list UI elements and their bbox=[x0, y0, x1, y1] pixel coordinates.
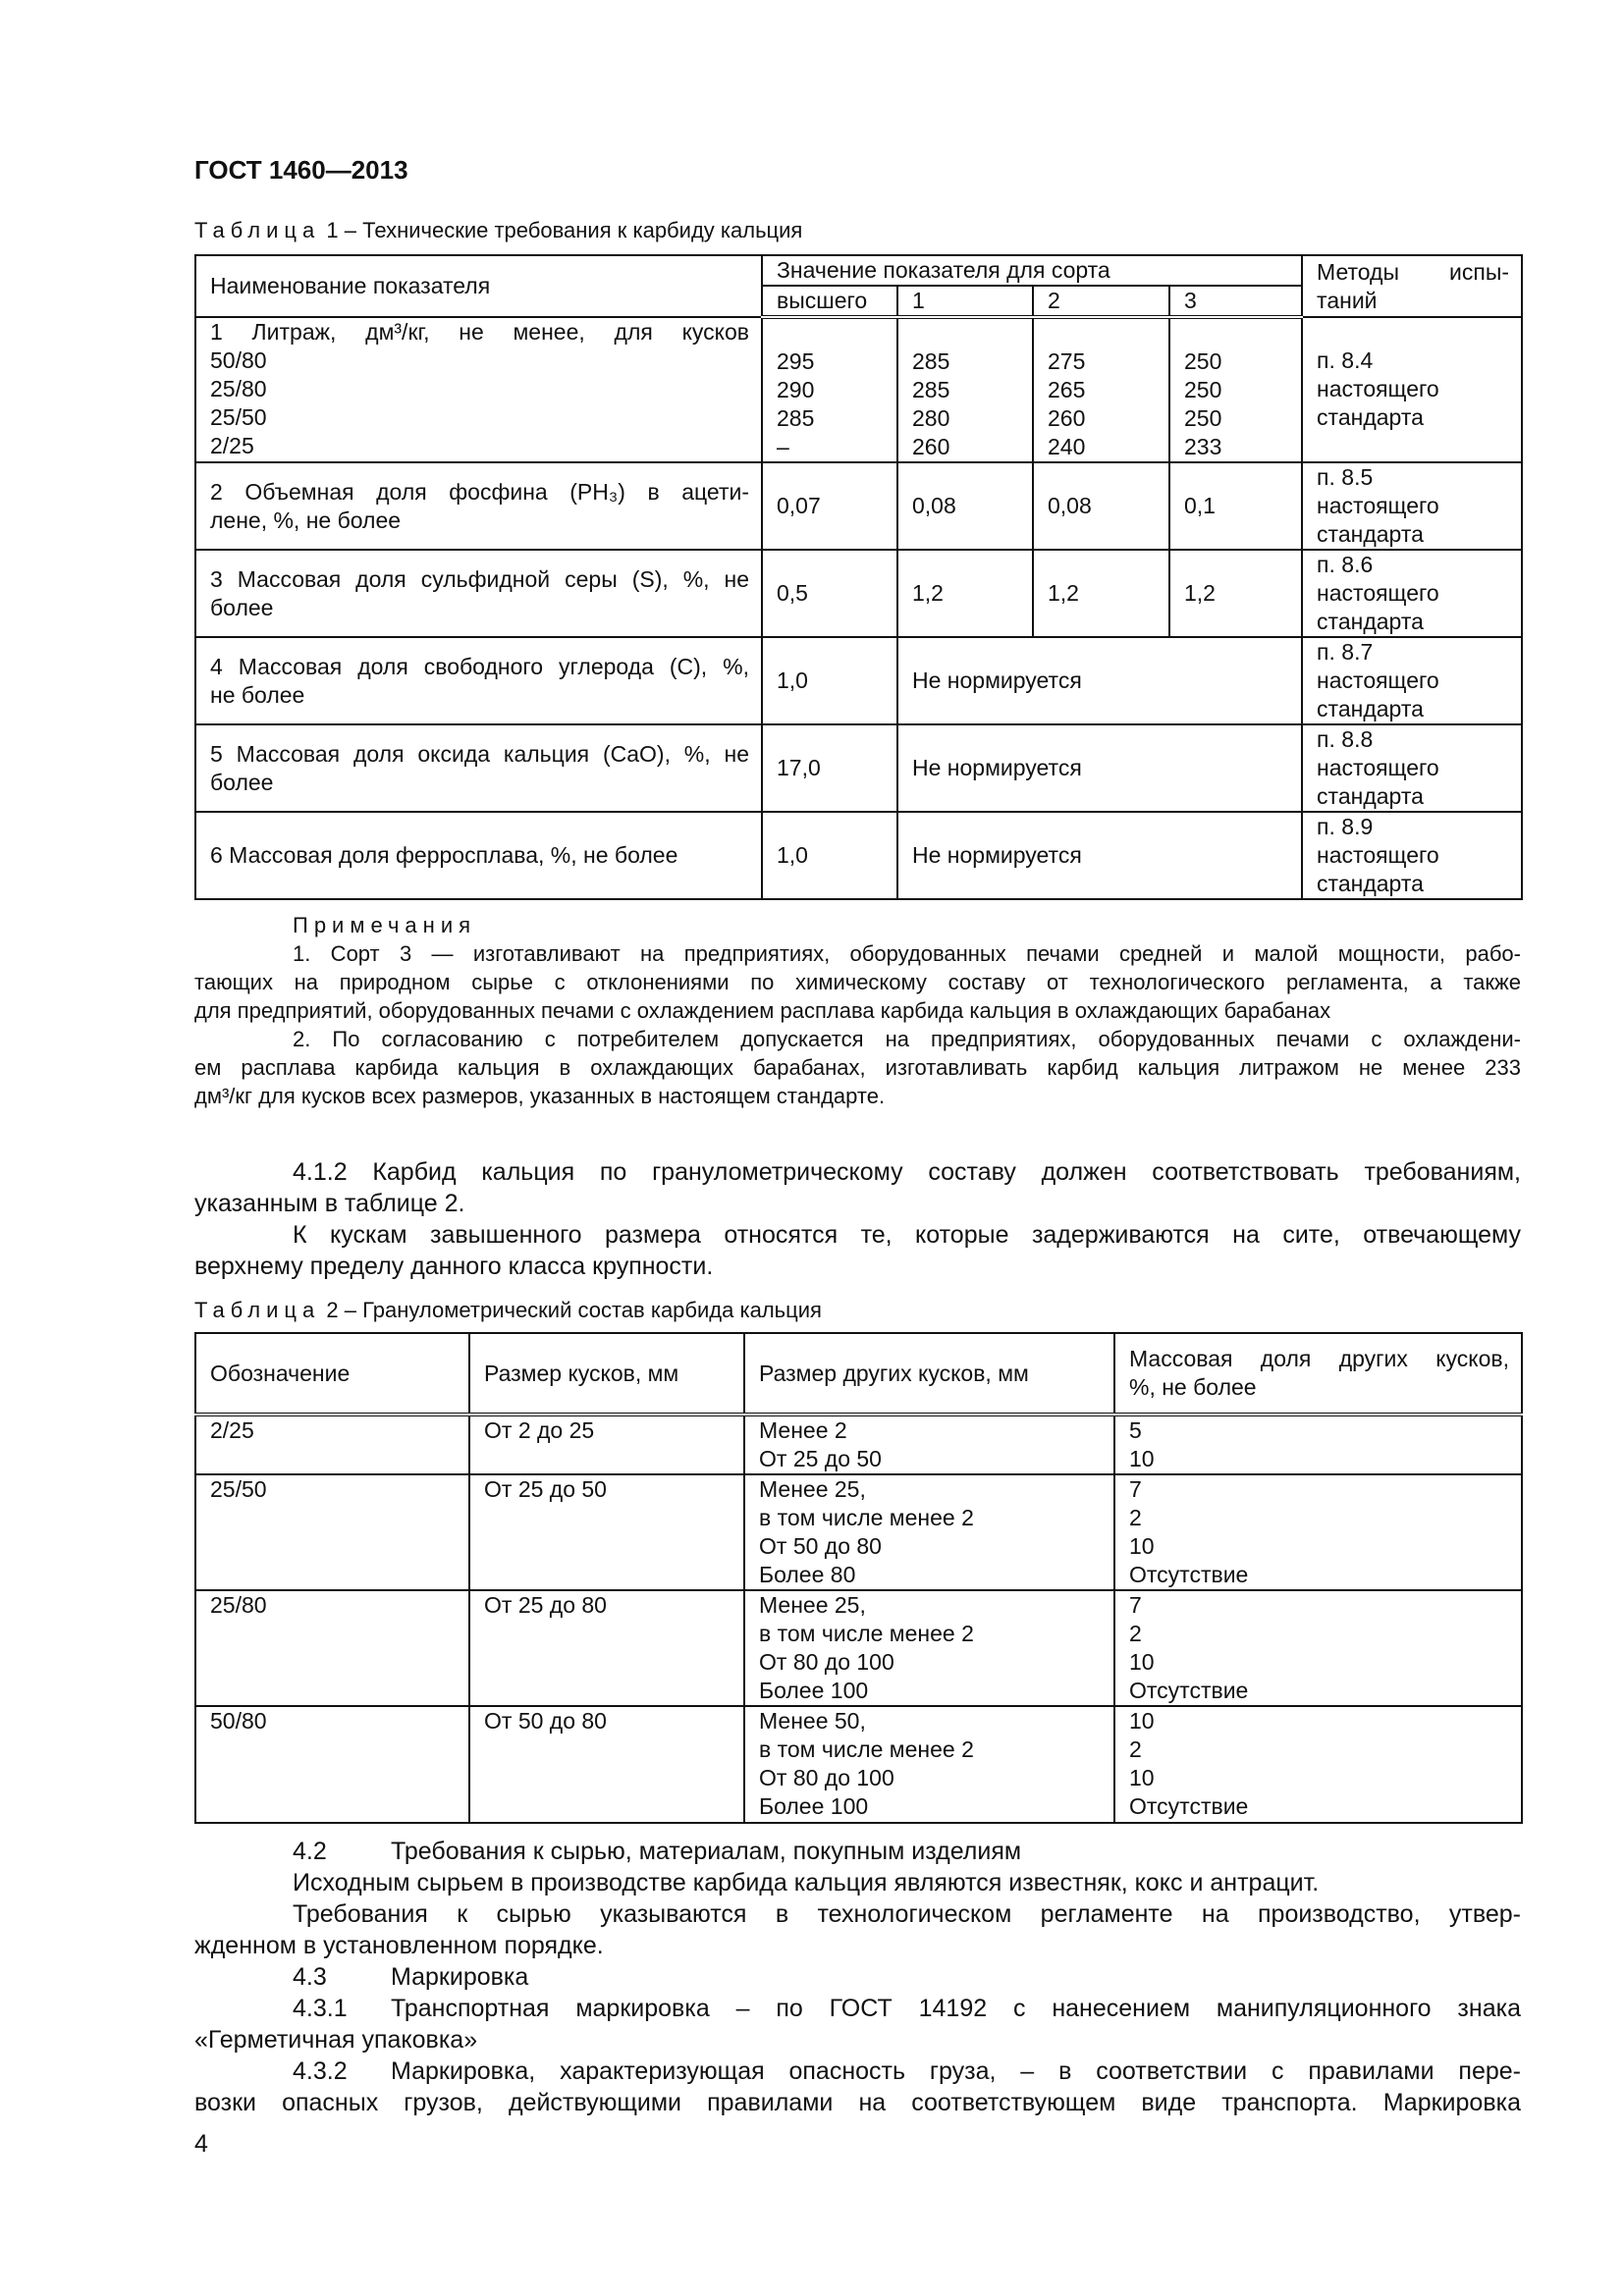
grade-value: 1,2 bbox=[912, 580, 944, 606]
method-line: настоящего bbox=[1317, 493, 1439, 518]
size-cell bbox=[469, 1415, 744, 1474]
table-row bbox=[195, 724, 1522, 812]
value-line: 295 bbox=[777, 348, 815, 374]
text-line: 7 bbox=[1129, 1476, 1142, 1502]
value-line: 280 bbox=[912, 405, 950, 431]
value-line: 260 bbox=[912, 434, 950, 459]
text-line: К кускам завышенного размера относятся те, которые задерживаются на сите, отвечающему bbox=[293, 1221, 1521, 1249]
text-line: От 25 до 80 bbox=[484, 1592, 607, 1618]
designation-cell bbox=[195, 1474, 469, 1590]
grade-value-cell bbox=[762, 637, 897, 724]
paragraph bbox=[194, 1898, 1521, 1961]
grade-value-cell bbox=[897, 317, 1033, 462]
header-grade-cell bbox=[897, 286, 1033, 317]
test-method-cell bbox=[1302, 724, 1522, 812]
body-text-4-2 bbox=[194, 1836, 1521, 2118]
text-line: лене, %, не более bbox=[210, 507, 402, 533]
method-line: стандарта bbox=[1317, 521, 1424, 547]
text-line: 1. Сорт 3 — изготавливают на предприятиях, оборудованных печами средней и малой мощности, рабо- bbox=[293, 941, 1521, 966]
grade-value-cell bbox=[1169, 462, 1302, 550]
table1-caption-number: 1 bbox=[326, 218, 339, 242]
notes-title: Примечания bbox=[293, 913, 477, 937]
table2-caption-label: Таблица bbox=[194, 1298, 321, 1322]
text-line: 2. По согласованию с потребителем допускается на предприятиях, оборудованных печами с охлаждени- bbox=[293, 1027, 1521, 1051]
method-line: настоящего bbox=[1317, 667, 1439, 693]
grade-value-cell bbox=[1033, 317, 1169, 462]
text-line: Размер кусков, мм bbox=[484, 1360, 679, 1386]
text-line: ем расплава карбида кальция в охлаждающих барабанах, изготавливать карбид кальция литражом не менее 233 bbox=[194, 1055, 1521, 1080]
grade-value: 1,0 bbox=[777, 667, 808, 693]
paragraph bbox=[194, 1219, 1521, 1282]
text-line: Отсутствие bbox=[1129, 1562, 1249, 1587]
section-number: 4.3.2 bbox=[293, 2057, 348, 2085]
text-line: 2 bbox=[1129, 1736, 1142, 1762]
text-line: в том числе менее 2 bbox=[759, 1736, 974, 1762]
other-size-cell bbox=[744, 1474, 1114, 1590]
text-line: Более 100 bbox=[759, 1793, 869, 1819]
method-line: п. 8.5 bbox=[1317, 464, 1374, 490]
granulometric-table bbox=[194, 1332, 1523, 1824]
section-text: Требования к сырью указываются в технологическом регламенте на производство, утвер- bbox=[293, 1900, 1521, 1928]
grade-value-cell bbox=[1169, 317, 1302, 462]
paragraph bbox=[194, 1993, 1521, 2056]
table1-caption-text: – Технические требования к карбиду кальция bbox=[344, 218, 803, 242]
document-title: ГОСТ 1460—2013 bbox=[194, 155, 408, 185]
method-line: стандарта bbox=[1317, 783, 1424, 809]
paragraph bbox=[194, 1867, 1521, 1898]
grade-value-cell bbox=[762, 724, 897, 812]
text-line: более bbox=[210, 594, 274, 620]
text-line: указанным в таблице 2. bbox=[194, 1190, 465, 1217]
header-grade: 3 bbox=[1184, 288, 1197, 313]
not-normalized-cell bbox=[897, 637, 1302, 724]
grade-value-cell bbox=[762, 550, 897, 637]
grade-value: 1,2 bbox=[1048, 580, 1079, 606]
table1-caption bbox=[194, 218, 1521, 243]
section-number: 4.3 bbox=[293, 1963, 327, 1991]
value-line: 275 bbox=[1048, 348, 1086, 374]
header-group-cell bbox=[762, 255, 1302, 286]
text-line: 10 bbox=[1129, 1446, 1155, 1471]
header-grade: высшего bbox=[777, 288, 868, 313]
table-row bbox=[195, 1590, 1522, 1706]
indicator-name-cell bbox=[195, 812, 762, 899]
text-line: От 80 до 100 bbox=[759, 1649, 894, 1675]
section-number: 4.3.1 bbox=[293, 1995, 348, 2022]
header-group: Значение показателя для сорта bbox=[777, 257, 1110, 283]
test-method-cell bbox=[1302, 462, 1522, 550]
table2-caption bbox=[194, 1298, 1521, 1323]
value-line: 290 bbox=[777, 377, 815, 402]
indicator-name-cell bbox=[195, 462, 762, 550]
spacer bbox=[194, 1139, 1521, 1156]
value-line bbox=[912, 319, 1020, 347]
technical-requirements-table bbox=[194, 254, 1523, 900]
designation-cell bbox=[195, 1706, 469, 1823]
grade-value: 1,2 bbox=[1184, 580, 1216, 606]
page-number: 4 bbox=[194, 2130, 208, 2158]
header-methods-cell bbox=[1302, 255, 1522, 317]
section-text: Требования к сырью, материалам, покупным изделиям bbox=[391, 1838, 1022, 1865]
text-line: 2/25 bbox=[210, 433, 254, 458]
text-line: 6 Массовая доля ферросплава, %, не более bbox=[210, 842, 678, 868]
text-line: 5 Массовая доля оксида кальция (CaO), %, не bbox=[210, 740, 749, 767]
paragraph bbox=[194, 1836, 1521, 1867]
value-line bbox=[1184, 319, 1289, 347]
designation-cell bbox=[195, 1415, 469, 1474]
method-line: стандарта bbox=[1317, 696, 1424, 721]
header-grade: 1 bbox=[912, 288, 925, 313]
text-line: Методы испы- bbox=[1317, 258, 1510, 285]
grade-value-cell bbox=[897, 550, 1033, 637]
test-method-cell bbox=[1302, 812, 1522, 899]
table-row bbox=[195, 1474, 1522, 1590]
text-line: Более 100 bbox=[759, 1678, 869, 1703]
section-text: Маркировка, характеризующая опасность груза, – в соответствии с правилами пере- bbox=[391, 2057, 1521, 2085]
text-line: более bbox=[210, 769, 274, 795]
text-line: От 25 до 50 bbox=[484, 1476, 607, 1502]
text-line: дм³/кг для кусков всех размеров, указанных в настоящем стандарте. bbox=[194, 1084, 886, 1108]
value-line: 240 bbox=[1048, 434, 1086, 459]
other-size-cell bbox=[744, 1706, 1114, 1823]
size-cell bbox=[469, 1590, 744, 1706]
value-line: 250 bbox=[1184, 377, 1222, 402]
grade-value: 1,0 bbox=[777, 842, 808, 868]
text-line: Массовая доля других кусков, bbox=[1129, 1346, 1509, 1371]
text-line: 2 Объемная доля фосфина (PH₃) в ацети- bbox=[210, 478, 749, 505]
text-line: От 50 до 80 bbox=[484, 1708, 607, 1734]
method-line: стандарта bbox=[1317, 871, 1424, 896]
text-line: От 2 до 25 bbox=[484, 1417, 595, 1443]
table-row bbox=[195, 812, 1522, 899]
header-cell bbox=[195, 1333, 469, 1415]
text-line: 2/25 bbox=[210, 1417, 254, 1443]
header-name-cell bbox=[195, 255, 762, 317]
text-line: 1 Литраж, дм³/кг, не менее, для кусков bbox=[210, 319, 749, 345]
header-grade-cell bbox=[1169, 286, 1302, 317]
table2-caption-text: – Гранулометрический состав карбида кальция bbox=[344, 1298, 822, 1322]
text-line: 10 bbox=[1129, 1649, 1155, 1675]
text-line: 10 bbox=[1129, 1708, 1155, 1734]
text-line bbox=[194, 1961, 1521, 1993]
not-normalized-cell bbox=[897, 812, 1302, 899]
method-line: п. 8.4 bbox=[1317, 347, 1374, 373]
method-line: п. 8.6 bbox=[1317, 552, 1374, 577]
grade-value-cell bbox=[1033, 550, 1169, 637]
text-line: не более bbox=[210, 681, 305, 708]
text-line: 25/80 bbox=[210, 1592, 267, 1618]
method-line: п. 8.9 bbox=[1317, 814, 1374, 839]
text-line bbox=[194, 1993, 1521, 2024]
table1-caption-label: Таблица bbox=[194, 218, 321, 242]
not-normalized: Не нормируется bbox=[912, 755, 1082, 780]
grade-value: 0,07 bbox=[777, 493, 821, 518]
text-line bbox=[194, 1836, 1521, 1867]
mass-fraction-cell bbox=[1114, 1706, 1522, 1823]
text-line: Менее 25, bbox=[759, 1476, 866, 1502]
other-size-cell bbox=[744, 1590, 1114, 1706]
designation-cell bbox=[195, 1590, 469, 1706]
value-line: 265 bbox=[1048, 377, 1086, 402]
table1-header-row bbox=[195, 255, 1522, 286]
grade-value-cell bbox=[1033, 462, 1169, 550]
not-normalized: Не нормируется bbox=[912, 667, 1082, 693]
text-line: 2 bbox=[1129, 1505, 1142, 1530]
paragraph bbox=[194, 1156, 1521, 1219]
text-line bbox=[194, 1898, 1521, 1930]
text-line: таний bbox=[1317, 287, 1378, 313]
header-name: Наименование показателя bbox=[210, 273, 491, 298]
table-row bbox=[195, 1415, 1522, 1474]
test-method-cell bbox=[1302, 317, 1522, 462]
method-line: п. 8.7 bbox=[1317, 639, 1374, 665]
text-line: 50/80 bbox=[210, 347, 267, 373]
value-line: 250 bbox=[1184, 405, 1222, 431]
value-line: 285 bbox=[912, 377, 950, 402]
table-row bbox=[195, 1706, 1522, 1823]
section-number: 4.2 bbox=[293, 1838, 327, 1865]
indicator-name-cell bbox=[195, 550, 762, 637]
section-text: Маркировка bbox=[391, 1963, 529, 1991]
table-row bbox=[195, 637, 1522, 724]
text-line: 3 Массовая доля сульфидной серы (S), %, не bbox=[210, 565, 749, 592]
text-line: жденном в установленном порядке. bbox=[194, 1932, 604, 1959]
paragraph bbox=[194, 2056, 1521, 2118]
text-line: 4.1.2 Карбид кальция по гранулометрическому составу должен соответствовать требованиям, bbox=[293, 1158, 1521, 1186]
text-line: тающих на природном сырье с отклонениями по химическому составу от технологического регламента, а также bbox=[194, 970, 1521, 994]
indicator-name-cell bbox=[195, 637, 762, 724]
text-line: От 25 до 50 bbox=[759, 1446, 882, 1471]
text-line: Менее 2 bbox=[759, 1417, 847, 1443]
indicator-name-cell bbox=[195, 724, 762, 812]
text-line: 25/50 bbox=[210, 1476, 267, 1502]
text-line: %, не более bbox=[1129, 1374, 1257, 1400]
text-line: 10 bbox=[1129, 1533, 1155, 1559]
mass-fraction-cell bbox=[1114, 1474, 1522, 1590]
method-line: стандарта bbox=[1317, 404, 1424, 430]
not-normalized: Не нормируется bbox=[912, 842, 1082, 868]
text-line: Менее 25, bbox=[759, 1592, 866, 1618]
size-cell bbox=[469, 1474, 744, 1590]
note-paragraph bbox=[194, 939, 1521, 1025]
text-line: 5 bbox=[1129, 1417, 1142, 1443]
other-size-cell bbox=[744, 1415, 1114, 1474]
text-line bbox=[194, 2056, 1521, 2087]
text-line: Обозначение bbox=[210, 1360, 351, 1386]
method-line: настоящего bbox=[1317, 842, 1439, 868]
value-line: 233 bbox=[1184, 434, 1222, 459]
grade-value: 17,0 bbox=[777, 755, 821, 780]
text-line: Отсутствие bbox=[1129, 1678, 1249, 1703]
value-line: 285 bbox=[912, 348, 950, 374]
header-grade: 2 bbox=[1048, 288, 1060, 313]
size-cell bbox=[469, 1706, 744, 1823]
text-line: Менее 50, bbox=[759, 1708, 866, 1734]
method-line: стандарта bbox=[1317, 609, 1424, 634]
value-line: 250 bbox=[1184, 348, 1222, 374]
text-line bbox=[194, 1867, 1521, 1898]
notes-section bbox=[194, 911, 1521, 1110]
grade-value-cell bbox=[897, 462, 1033, 550]
text-line: возки опасных грузов, действующими правилами на соответствующем виде транспорта. Маркировка bbox=[194, 2089, 1521, 2116]
header-grade-cell bbox=[762, 286, 897, 317]
value-line bbox=[1048, 319, 1157, 347]
value-line: – bbox=[777, 434, 789, 459]
text-line: «Герметичная упаковка» bbox=[194, 2026, 478, 2054]
header-grade-cell bbox=[1033, 286, 1169, 317]
note-paragraph bbox=[194, 1025, 1521, 1110]
method-line: п. 8.8 bbox=[1317, 726, 1374, 752]
text-line: 2 bbox=[1129, 1621, 1142, 1646]
header-cell bbox=[1114, 1333, 1522, 1415]
value-line: 260 bbox=[1048, 405, 1086, 431]
body-text-4-1-2 bbox=[194, 1139, 1521, 1282]
text-line: верхнему пределу данного класса крупности. bbox=[194, 1253, 714, 1280]
text-line: Размер других кусков, мм bbox=[759, 1360, 1029, 1386]
text-line: 50/80 bbox=[210, 1708, 267, 1734]
not-normalized-cell bbox=[897, 724, 1302, 812]
grade-value: 0,5 bbox=[777, 580, 808, 606]
grade-value: 0,08 bbox=[912, 493, 956, 518]
section-text: Транспортная маркировка – по ГОСТ 14192 с нанесением манипуляционного знака bbox=[391, 1995, 1521, 2022]
text-line: 7 bbox=[1129, 1592, 1142, 1618]
table-row bbox=[195, 462, 1522, 550]
grade-value-cell bbox=[762, 812, 897, 899]
paragraph bbox=[194, 1961, 1521, 1993]
value-line: 285 bbox=[777, 405, 815, 431]
test-method-cell bbox=[1302, 637, 1522, 724]
table2-header-row bbox=[195, 1333, 1522, 1415]
table2-caption-number: 2 bbox=[326, 1298, 339, 1322]
header-cell bbox=[469, 1333, 744, 1415]
text-line: 4 Массовая доля свободного углерода (C), %, bbox=[210, 653, 749, 679]
method-line bbox=[1317, 318, 1509, 347]
indicator-name-cell bbox=[195, 317, 762, 462]
text-line: для предприятий, оборудованных печами с охлаждением расплава карбида кальция в охлаждающих барабанах bbox=[194, 998, 1331, 1023]
mass-fraction-cell bbox=[1114, 1590, 1522, 1706]
grade-value: 0,08 bbox=[1048, 493, 1092, 518]
method-line: настоящего bbox=[1317, 755, 1439, 780]
text-line: От 50 до 80 bbox=[759, 1533, 882, 1559]
text-line: 10 bbox=[1129, 1765, 1155, 1790]
text-line: От 80 до 100 bbox=[759, 1765, 894, 1790]
mass-fraction-cell bbox=[1114, 1415, 1522, 1474]
value-line bbox=[777, 319, 885, 347]
text-line: 25/80 bbox=[210, 376, 267, 401]
test-method-cell bbox=[1302, 550, 1522, 637]
text-line: 25/50 bbox=[210, 404, 267, 430]
text-line: Отсутствие bbox=[1129, 1793, 1249, 1819]
text-line: в том числе менее 2 bbox=[759, 1621, 974, 1646]
text-line: Более 80 bbox=[759, 1562, 856, 1587]
text-line: в том числе менее 2 bbox=[759, 1505, 974, 1530]
header-cell bbox=[744, 1333, 1114, 1415]
table-row bbox=[195, 550, 1522, 637]
method-line: настоящего bbox=[1317, 580, 1439, 606]
grade-value-cell bbox=[762, 462, 897, 550]
grade-value-cell bbox=[1169, 550, 1302, 637]
grade-value: 0,1 bbox=[1184, 493, 1216, 518]
section-text: Исходным сырьем в производстве карбида кальция являются известняк, кокс и антрацит. bbox=[293, 1869, 1320, 1896]
grade-value-cell bbox=[762, 317, 897, 462]
method-line: настоящего bbox=[1317, 376, 1439, 401]
table-row bbox=[195, 317, 1522, 462]
